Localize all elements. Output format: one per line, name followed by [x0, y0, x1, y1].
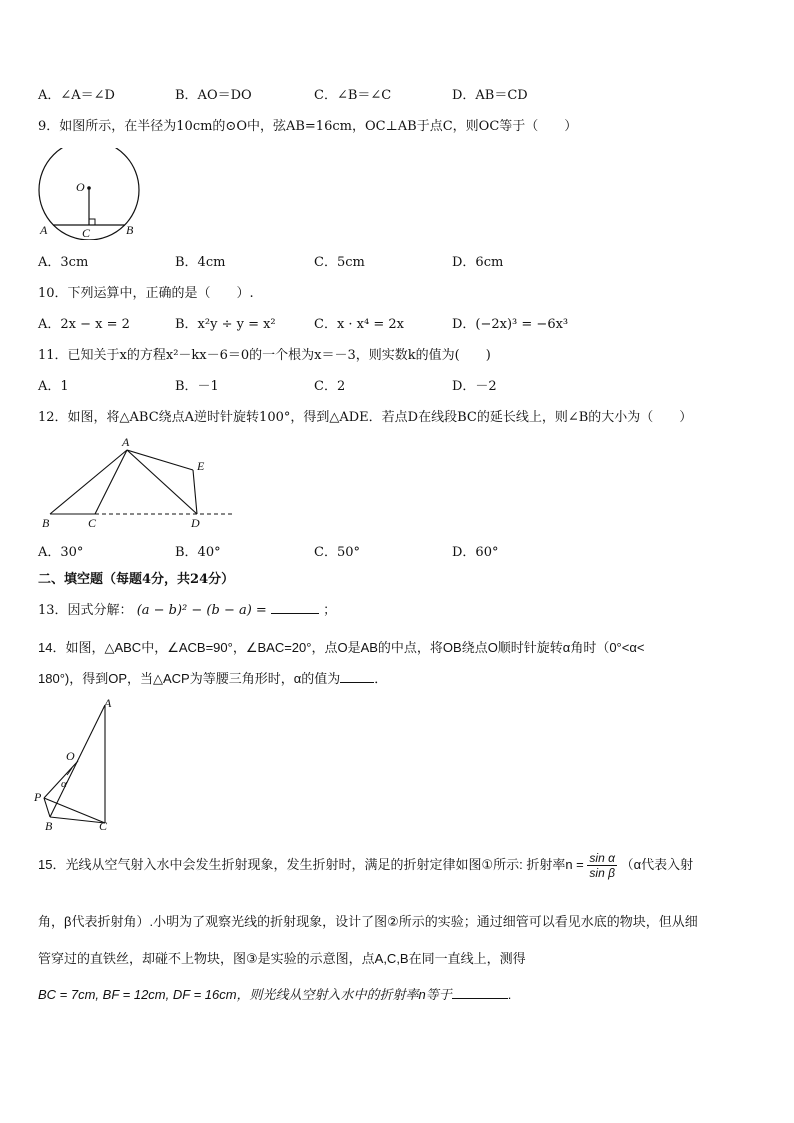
q12-option-c: C．50°	[314, 545, 360, 560]
q11-text: 11．已知关于x的方程x²－kx－6＝0的一个根为x＝－3，则实数k的值为( )	[38, 348, 491, 363]
q10-option-a: A．2x − x = 2	[38, 317, 130, 332]
q8-option-a: A．∠A＝∠D	[38, 88, 115, 103]
segment-ad	[127, 450, 197, 514]
right-angle-mark	[89, 219, 95, 225]
q10-text: 10．下列运算中，正确的是（ ）.	[38, 286, 254, 301]
q12-option-a: A．30°	[38, 545, 84, 560]
center-point	[87, 186, 91, 190]
segment-ac	[95, 450, 127, 514]
q15-line2: 角，β代表折射角）.小明为了观察光线的折射现象，设计了图②所示的实验；通过细管可以看见水底的物块，但从细	[38, 914, 698, 929]
q8-option-c: C．∠B＝∠C	[314, 88, 392, 103]
q12-text: 12．如图，将△ABC绕点A逆时针旋转100°，得到△ADE．若点D在线段BC的延长线上，则∠B的大小为（ ）	[38, 410, 693, 425]
q15-line1: 15．光线从空气射入水中会发生折射现象，发生折射时，满足的折射定律如图①所示: 折射率n =	[38, 857, 584, 872]
q15-answer-blank[interactable]	[452, 986, 508, 999]
q13-expression: (a − b)² − (b − a) =	[136, 603, 267, 618]
q13-answer-blank[interactable]	[271, 601, 319, 614]
q11-option-b: B．－1	[175, 379, 219, 394]
section-title: 二、填空题（每题4分，共24分）	[38, 572, 235, 587]
q15-line3: 管穿过的直铁丝，却碰不上物块，图③是实验的示意图，点A,C,B在同一直线上，测得	[38, 951, 526, 966]
label-alpha: α	[61, 778, 67, 790]
q13-question	[38, 599, 336, 618]
q9-option-c: C．5cm	[314, 255, 365, 270]
label-p: P	[34, 790, 42, 804]
label-a: A	[40, 223, 48, 237]
q11-option-d: D．－2	[452, 379, 497, 394]
q15-line4-wrap	[38, 984, 511, 1003]
q15-frac-denominator: sin β	[589, 866, 615, 881]
label-a: A	[104, 696, 112, 710]
label-c: C	[82, 226, 91, 240]
q12-option-b: B．40°	[175, 545, 221, 560]
q15-line1-end: （α代表入射	[620, 857, 694, 872]
q9-option-d: D．6cm	[452, 255, 504, 270]
label-o: O	[66, 749, 75, 763]
label-b: B	[45, 819, 53, 833]
q14-answer-blank[interactable]	[340, 670, 374, 683]
label-b: B	[42, 516, 50, 530]
q15-line4-end: .	[507, 987, 512, 1002]
q8-option-d: D．AB＝CD	[452, 88, 528, 103]
q9-text: 9．如图所示，在半径为10cm的⊙O中，弦AB=16cm，OC⊥AB于点C，则OC等于（ ）	[38, 119, 578, 134]
q15-line4: BC = 7cm, BF = 12cm, DF = 16cm，则光线从空射入水中的折射率n等于	[38, 987, 452, 1002]
label-a: A	[122, 435, 130, 449]
label-d: D	[191, 516, 200, 530]
q11-option-a: A．1	[38, 379, 69, 394]
q14-line2-wrap	[38, 668, 387, 687]
q11-option-c: C．2	[314, 379, 346, 394]
label-b: B	[126, 223, 134, 237]
label-o: O	[76, 180, 85, 194]
q15-frac-numerator: sin α	[589, 851, 615, 866]
q10-option-d: D．(−2x)³ = −6x³	[452, 317, 569, 332]
q13-suffix: ；	[323, 603, 337, 618]
q9-option-a: A．3cm	[38, 255, 89, 270]
q14-line1: 14．如图，△ABC中，∠ACB=90°，∠BAC=20°，点O是AB的中点，将OB绕点O顺时针旋转α角时（0°<α<	[38, 640, 645, 655]
segment-ed	[193, 470, 197, 514]
q15-fraction	[587, 851, 617, 880]
q12-option-d: D．60°	[452, 545, 499, 560]
q14-line2: 180°)，得到OP，当△ACP为等腰三角形时，α的值为	[38, 671, 341, 686]
q13-prefix: 13．因式分解：	[38, 603, 133, 618]
q14-triangle-figure	[32, 695, 122, 835]
q15-line1-wrap	[38, 849, 693, 881]
q10-option-c: C．x · x⁴ = 2x	[314, 317, 404, 332]
label-e: E	[197, 459, 205, 473]
q9-option-b: B．4cm	[175, 255, 226, 270]
segment-ab	[50, 450, 127, 514]
q8-option-b: B．AO＝DO	[175, 88, 252, 103]
label-c: C	[88, 516, 97, 530]
q9-circle-figure	[34, 148, 144, 240]
q10-option-b: B．x²y ÷ y = x²	[175, 317, 276, 332]
q14-line2-end: ．	[374, 671, 388, 686]
segment-pb	[44, 798, 50, 817]
segment-ae	[127, 450, 193, 470]
q12-rotation-figure	[36, 432, 236, 532]
label-c: C	[99, 819, 108, 833]
